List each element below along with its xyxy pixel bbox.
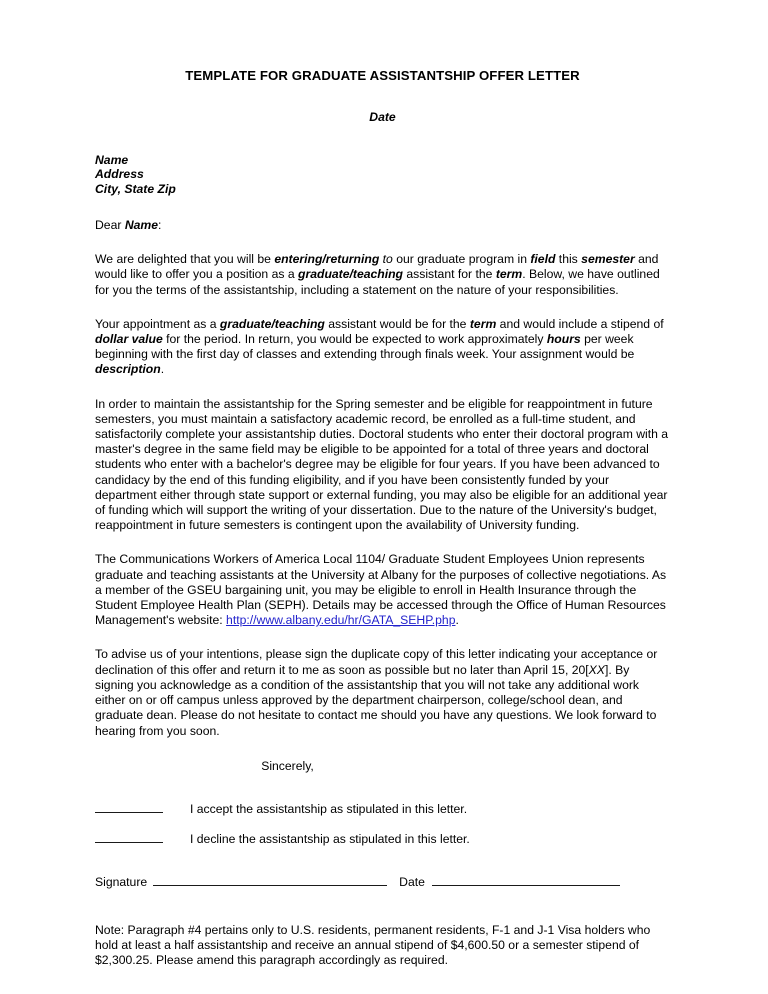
par1-italic-to: to <box>382 252 393 267</box>
recipient-address: Address <box>95 167 144 182</box>
par1-placeholder-term: term <box>495 267 523 282</box>
paragraph-appointment <box>95 317 670 378</box>
par2-seg6: . <box>160 362 165 377</box>
par1-seg1: We are delighted that you will be <box>95 252 275 267</box>
par1-seg6: assistant for the <box>403 267 496 282</box>
signature-line-row <box>95 873 670 890</box>
par4-seg2: . <box>455 613 459 628</box>
par1-seg3: our graduate program in <box>392 252 531 267</box>
closing-salutation: Sincerely, <box>261 758 314 773</box>
footer-note: Note: Paragraph #4 pertains only to U.S. residents, permanent residents, F-1 and J-1 Visa holders who hold at least a half assistantship and receive an annual stipend of $4,600.50 or a semester stipend of $2,300.25. Please amend this paragraph accordingly as required. <box>95 922 651 968</box>
par2-seg2: assistant would be for the <box>324 316 470 331</box>
recipient-name: Name <box>95 153 129 167</box>
choice-decline-row <box>95 831 670 847</box>
accept-label: I accept the assistantship as stipulated in this letter. <box>190 801 468 816</box>
date-placeholder: Date <box>369 110 396 124</box>
salutation-name-placeholder: Name <box>124 218 159 233</box>
salutation <box>95 218 670 233</box>
par2-seg4: for the period. In return, you would be expected to work approximately <box>162 332 547 347</box>
recipient-city-state-zip: City, State Zip <box>95 181 176 196</box>
par1-seg5: and would like to offer you a position as a <box>95 252 659 282</box>
decline-signature-blank[interactable] <box>95 831 163 843</box>
signature-blank[interactable] <box>153 873 387 886</box>
par1-placeholder-graduate-teaching: graduate/teaching <box>298 267 403 282</box>
signature-date-label: Date <box>399 874 425 889</box>
par2-placeholder-hours: hours <box>546 332 581 347</box>
signature-date-blank[interactable] <box>432 873 620 886</box>
par4-seg1: The Communications Workers of America Local 1104/ Graduate Student Employees Union represents graduate and teaching assistants at the University at Albany for the purposes of collective negotiations. As a member of the GSEU bargaining unit, you may be eligible to enroll in Health Insurance through the Student Employee Health Plan (SEPH). Details may be accessed through the Office of Human Resources Management's website: <box>95 552 667 628</box>
par1-placeholder-field: field <box>530 252 556 267</box>
salutation-greeting: Dear <box>95 218 125 233</box>
choice-accept-row <box>95 801 670 817</box>
page-title: TEMPLATE FOR GRADUATE ASSISTANTSHIP OFFER LETTER <box>185 68 580 83</box>
par2-seg1: Your appointment as a <box>95 316 220 331</box>
par5-seg2: ]. By signing you acknowledge as a condition of the assistantship that you will not take any additional work either on or off campus unless approved by the department chairperson, college/school dean, and graduate dean. Please do not hesitate to contact me should you have any questions. We look forward to hearing from you soon. <box>95 662 657 738</box>
par2-placeholder-term: term <box>469 316 497 331</box>
par5-seg1: To advise us of your intentions, please sign the duplicate copy of this letter indicating your acceptance or declination of this offer and return it to me as soon as possible but no later than April 15, 20[ <box>95 647 658 677</box>
par1-placeholder-entering-returning: entering/returning <box>274 252 380 267</box>
paragraph-maintenance: In order to maintain the assistantship for the Spring semester and be eligible for reappointment in future semesters, you must maintain a satisfactory academic record, be enrolled as a full-time student, and satisfactorily complete your assistantship duties. Doctoral students who enter their doctoral program with a master's degree in the same field may be eligible to be appointed for a total of three years and doctoral students who enter with a bachelor's degree may be eligible for four years. If you have been advanced to candidacy by the end of this funding eligibility, and if you have been consistently funded by your department either through state support or external funding, you may also be eligible for an additional year of funding which will support the writing of your dissertation. Due to the nature of the University's budget, reappointment in future semesters is contingent upon the availability of University funding. <box>95 396 669 533</box>
hr-sehp-link[interactable]: http://www.albany.edu/hr/GATA_SEHP.php <box>226 613 456 628</box>
acceptance-choices <box>95 801 670 847</box>
recipient-address-block <box>95 153 670 196</box>
accept-signature-blank[interactable] <box>95 801 163 813</box>
paragraph-intro <box>95 252 670 298</box>
decline-label: I decline the assistantship as stipulated in this letter. <box>190 831 470 846</box>
par1-seg7: . Below, we have outlined for you the terms of the assistantship, including a statement on the nature of your responsibilities. <box>95 267 660 297</box>
salutation-colon: : <box>158 218 162 233</box>
par2-placeholder-description: description <box>95 362 161 377</box>
par2-seg3: and would include a stipend of <box>496 316 664 331</box>
par2-placeholder-graduate-teaching: graduate/teaching <box>219 316 325 331</box>
par1-seg4: this <box>555 252 582 267</box>
par5-italic-xx: XX <box>588 662 605 677</box>
par1-placeholder-semester: semester <box>581 252 635 267</box>
par2-placeholder-dollar-value: dollar value <box>95 332 163 347</box>
signature-label: Signature <box>95 874 148 889</box>
par2-seg5: per week beginning with the first day of classes and extending through finals week. Your assignment would be <box>95 332 635 362</box>
paragraph-response <box>95 647 670 738</box>
paragraph-union <box>95 552 670 628</box>
